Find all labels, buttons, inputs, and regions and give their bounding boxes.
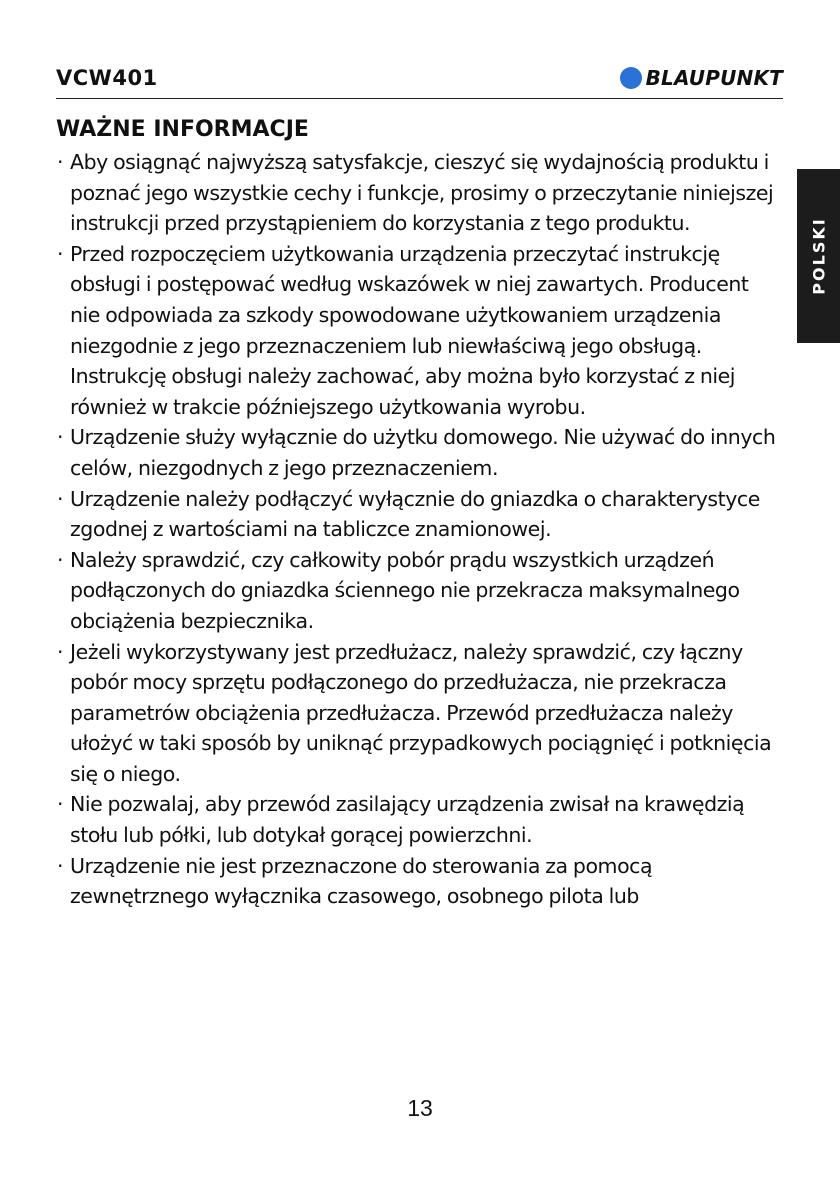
list-item bbox=[56, 851, 778, 912]
bullet-icon: · bbox=[57, 241, 64, 266]
list-item-text: Urządzenie służy wyłącznie do użytku domowego. Nie używać do innych celów, niezgodnych z jego przeznaczeniem. bbox=[70, 425, 776, 480]
list-item bbox=[56, 422, 778, 483]
list-item-text: Jeżeli wykorzystywany jest przedłużacz, należy sprawdzić, czy łączny pobór mocy sprzętu podłączonego do przedłużacza, nie przekracza parametrów obciążenia przedłużacza. Przewód przedłużacza należy ułożyć w taki sposób by uniknąć przypadkowych pociągnięć i potknięcia się o niego. bbox=[70, 639, 772, 786]
list-item-text: Należy sprawdzić, czy całkowity pobór prądu wszystkich urządzeń podłączonych do gniazdka ściennego nie przekracza maksymalnego obciążenia bezpiecznika. bbox=[70, 547, 740, 633]
section-title: WAŻNE INFORMACJE bbox=[56, 117, 309, 142]
list-item-text: Urządzenie nie jest przeznaczone do sterowania za pomocą zewnętrznego wyłącznika czasowego, osobnego pilota lub bbox=[70, 853, 653, 909]
brand-name: BLAUPUNKT bbox=[645, 66, 783, 90]
brand-logo bbox=[620, 66, 783, 90]
main-content bbox=[56, 114, 778, 912]
bullet-icon: · bbox=[57, 639, 64, 664]
model-number: VCW401 bbox=[56, 66, 158, 90]
bullet-icon: · bbox=[57, 425, 64, 450]
page-number: 13 bbox=[407, 1095, 433, 1121]
bullet-icon: · bbox=[57, 486, 64, 511]
list-item-text: Urządzenie należy podłączyć wyłącznie do gniazdka o charakterystyce zgodnej z wartościami na tabliczce znamionowej. bbox=[70, 486, 760, 542]
list-item bbox=[56, 637, 778, 790]
language-tab-label: POLSKI bbox=[809, 217, 828, 295]
list-item bbox=[56, 147, 778, 239]
bullet-icon: · bbox=[57, 792, 64, 817]
bullet-icon: · bbox=[57, 150, 64, 174]
list-item bbox=[56, 239, 778, 423]
brand-dot-icon bbox=[620, 67, 642, 89]
list-item-text: Nie pozwalaj, aby przewód zasilający urządzenia zwisał na krawędzią stołu lub półki, lub dotykał gorącej powierzchni. bbox=[70, 792, 745, 848]
page-header bbox=[56, 66, 783, 99]
list-item bbox=[56, 545, 778, 637]
language-tab bbox=[797, 169, 840, 343]
list-item-text: Przed rozpoczęciem użytkowania urządzenia przeczytać instrukcję obsługi i postępować według wskazówek w niej zawartych. Producent nie odpowiada za szkody spowodowane użytkowaniem urządzenia niezgodnie z jego przeznaczeniem lub niewłaściwą jego obsługą. Instrukcję obsługi należy zachować, aby można było korzystać z niej również w trakcie późniejszego użytkowania wyrobu. bbox=[70, 241, 749, 419]
bullet-icon: · bbox=[57, 853, 64, 878]
list-item-text: Aby osiągnąć najwyższą satysfakcje, cieszyć się wydajnością produktu i poznać jego wszystkie cechy i funkcje, prosimy o przeczytanie niniejszej instrukcji przed przystąpieniem do korzystania z tego produktu. bbox=[70, 150, 774, 236]
list-item bbox=[56, 484, 778, 545]
bullet-list bbox=[56, 147, 778, 912]
list-item bbox=[56, 789, 778, 850]
bullet-icon: · bbox=[57, 547, 64, 572]
